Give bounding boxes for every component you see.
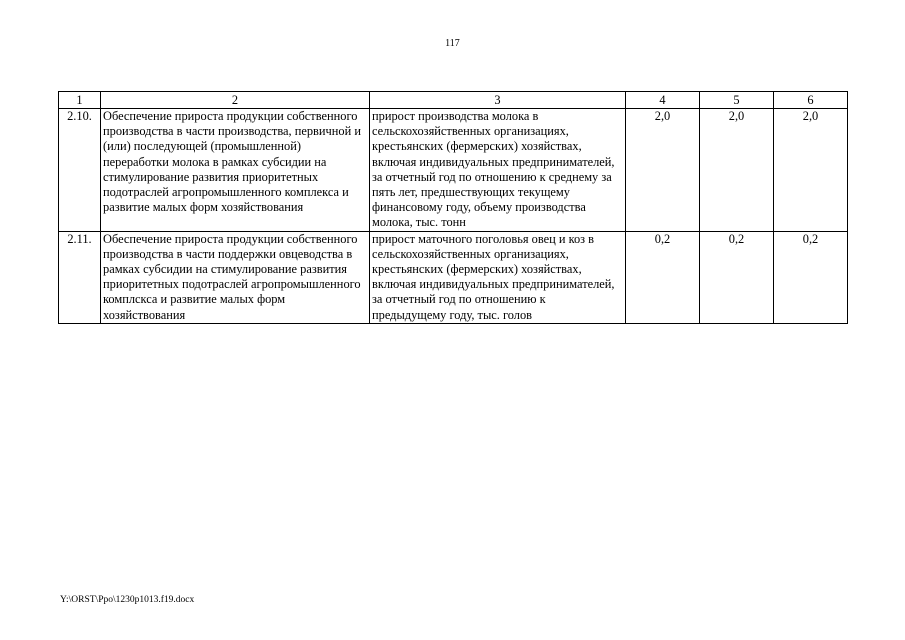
row-value-col5: 2,0 — [700, 109, 774, 232]
row-value-col4: 2,0 — [626, 109, 700, 232]
row-value-col6: 2,0 — [774, 109, 848, 232]
row-value-col5: 0,2 — [700, 231, 774, 323]
row-name: Обеспечение прироста продукции собственного производства в части поддержки овцеводства в рамках субсидии на стимулирование развития приоритетных подотраслей агропромышленного комплскса и развитие малых форм хозяйствования — [101, 231, 370, 323]
column-header: 6 — [774, 92, 848, 109]
row-number: 2.10. — [59, 109, 101, 232]
table-header-row — [59, 92, 848, 109]
table-row — [59, 231, 848, 323]
footer-file-path: Y:\ORST\Ppo\1230p1013.f19.docx — [60, 595, 195, 605]
indicators-table — [58, 91, 848, 324]
row-value-col6: 0,2 — [774, 231, 848, 323]
row-value-col4: 0,2 — [626, 231, 700, 323]
column-header: 5 — [700, 92, 774, 109]
row-name: Обеспечение прироста продукции собственного производства в части производства, первичной и (или) последующей (промышленной) переработки молока в рамках субсидии на стимулирование развития приоритетных подотраслей агропромышленного комплекса и развитие малых форм хозяйствования — [101, 109, 370, 232]
page-number: 117 — [445, 38, 460, 49]
column-header: 2 — [101, 92, 370, 109]
row-indicator: прирост производства молока в сельскохозяйственных организациях, крестьянских (фермерских) хозяйствах, включая индивидуальных предпринимателей, за отчетный год по отношению к среднему за пять лет, предшествующих текущему финансовому году, объему производства молока, тыс. тонн — [370, 109, 626, 232]
row-indicator: прирост маточного поголовья овец и коз в сельскохозяйственных организациях, крестьянских (фермерских) хозяйствах, включая индивидуальных предпринимателей, за отчетный год по отношению к предыдущему году, тыс. голов — [370, 231, 626, 323]
column-header: 4 — [626, 92, 700, 109]
table-row — [59, 109, 848, 232]
row-number: 2.11. — [59, 231, 101, 323]
column-header: 3 — [370, 92, 626, 109]
column-header: 1 — [59, 92, 101, 109]
